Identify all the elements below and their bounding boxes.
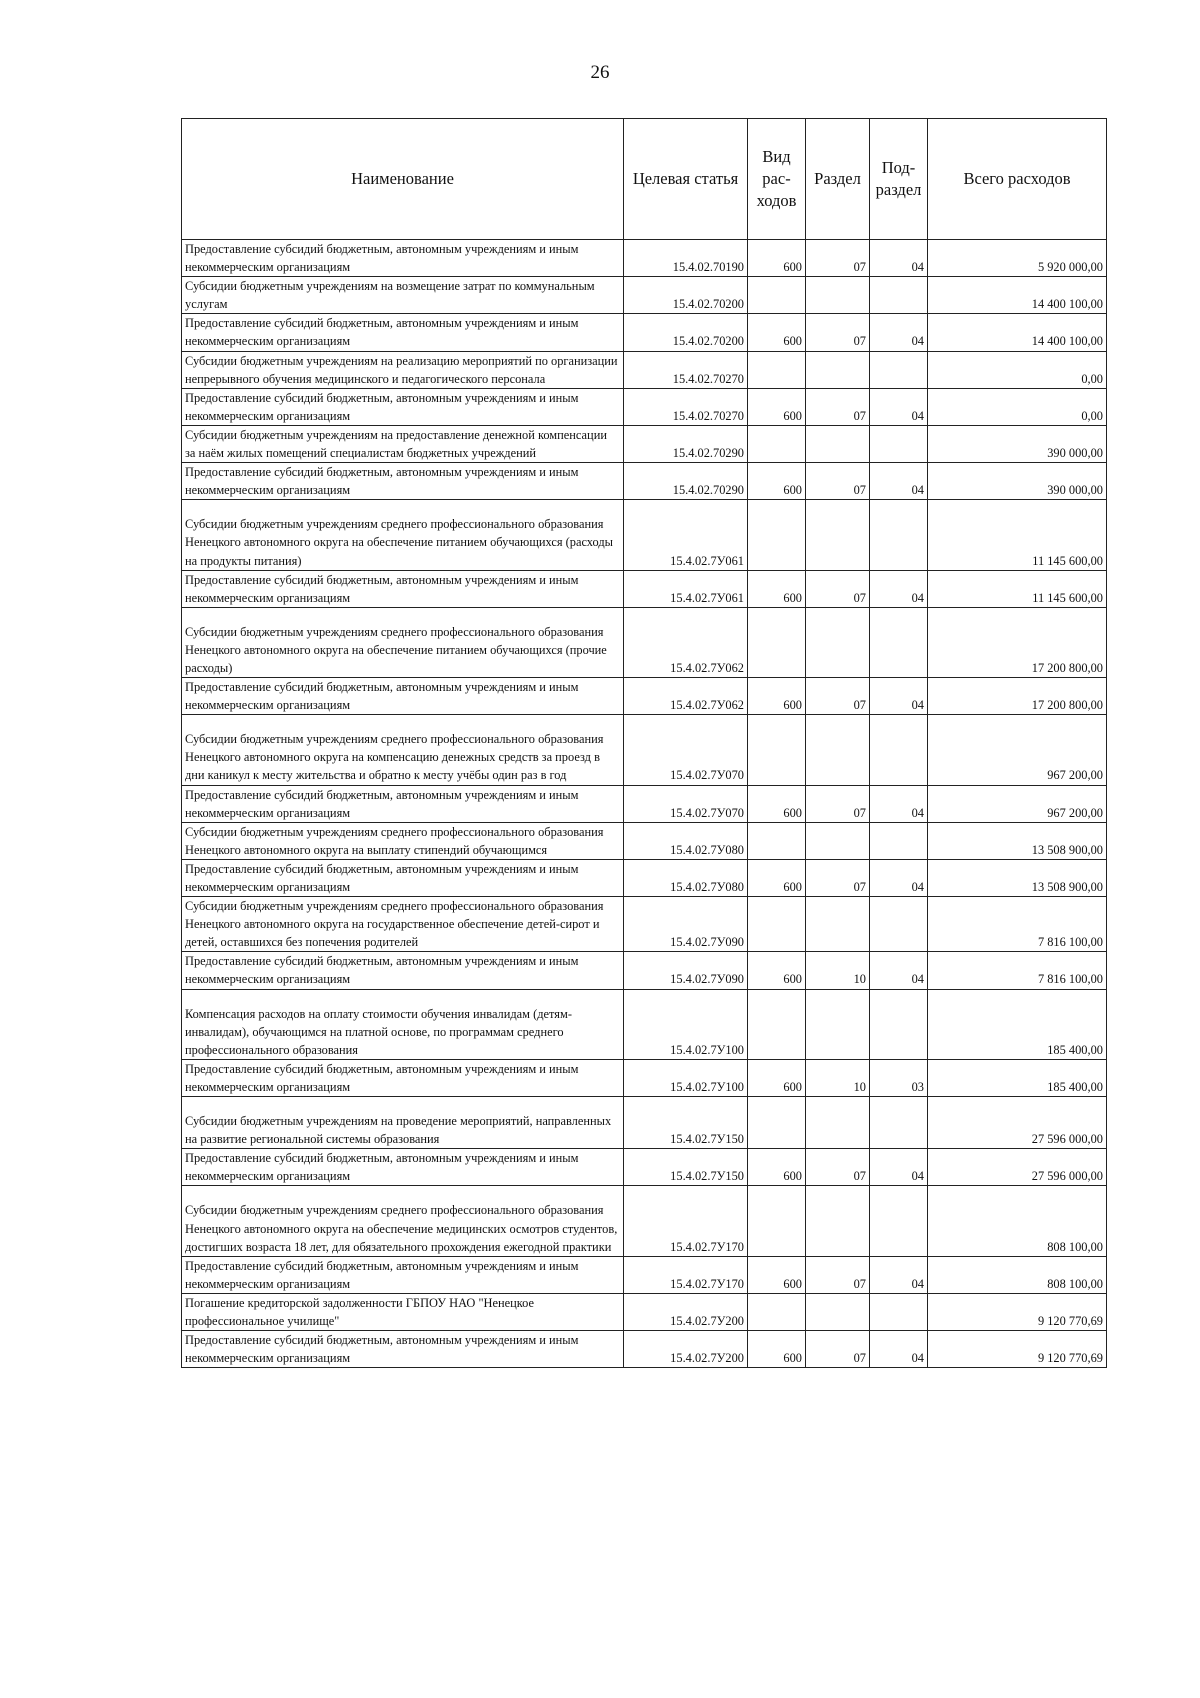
row-expense-kind (748, 277, 806, 314)
row-target-article: 15.4.02.7У150 (624, 1097, 748, 1149)
row-name: Субсидии бюджетным учреждениям среднего профессионального образования Ненецкого автономного округа на компенсацию денежных средств за проезд в дни каникул к месту жительства и обратно к месту учёбы один раз в год (182, 715, 624, 785)
row-name: Субсидии бюджетным учреждениям на предоставление денежной компенсации за наём жилых помещений специалистам бюджетных учреждений (182, 425, 624, 462)
row-name: Предоставление субсидий бюджетным, автономным учреждениям и иным некоммерческим организациям (182, 1059, 624, 1096)
row-total: 0,00 (928, 388, 1107, 425)
row-target-article: 15.4.02.70200 (624, 314, 748, 351)
row-name: Субсидии бюджетным учреждениям среднего профессионального образования Ненецкого автономного округа на выплату стипендий обучающимся (182, 822, 624, 859)
table-row (182, 1293, 1107, 1330)
table-row (182, 822, 1107, 859)
row-section: 07 (806, 463, 870, 500)
row-target-article: 15.4.02.7У080 (624, 822, 748, 859)
header-target-article: Целевая статья (624, 119, 748, 240)
row-name: Субсидии бюджетным учреждениям среднего профессионального образования Ненецкого автономного округа на обеспечение медицинских осмотров студентов, достигших возраста 18 лет, для обязательного прохождения ежегодной практики (182, 1186, 624, 1256)
row-section: 10 (806, 1059, 870, 1096)
row-section: 07 (806, 570, 870, 607)
row-expense-kind: 600 (748, 952, 806, 989)
row-expense-kind (748, 351, 806, 388)
row-subsection (870, 1293, 928, 1330)
row-name: Компенсация расходов на оплату стоимости обучения инвалидам (детям-инвалидам), обучающимся на платной основе, по программам среднего профессионального образования (182, 989, 624, 1059)
row-total: 27 596 000,00 (928, 1149, 1107, 1186)
row-subsection: 04 (870, 314, 928, 351)
row-section (806, 1293, 870, 1330)
table-row (182, 715, 1107, 785)
row-target-article: 15.4.02.7У062 (624, 607, 748, 677)
row-expense-kind: 600 (748, 388, 806, 425)
row-section: 07 (806, 785, 870, 822)
row-target-article: 15.4.02.7У170 (624, 1186, 748, 1256)
table-row (182, 240, 1107, 277)
row-section: 07 (806, 678, 870, 715)
row-section: 07 (806, 1331, 870, 1368)
row-name: Предоставление субсидий бюджетным, автономным учреждениям и иным некоммерческим организациям (182, 388, 624, 425)
table-row (182, 314, 1107, 351)
row-target-article: 15.4.02.70270 (624, 388, 748, 425)
row-section: 07 (806, 1256, 870, 1293)
row-section (806, 989, 870, 1059)
table-row (182, 989, 1107, 1059)
row-total: 5 920 000,00 (928, 240, 1107, 277)
row-subsection (870, 1097, 928, 1149)
row-expense-kind (748, 989, 806, 1059)
row-section (806, 425, 870, 462)
row-section (806, 715, 870, 785)
row-section: 07 (806, 1149, 870, 1186)
row-section: 07 (806, 314, 870, 351)
row-target-article: 15.4.02.70190 (624, 240, 748, 277)
row-section: 07 (806, 388, 870, 425)
row-name: Предоставление субсидий бюджетным, автономным учреждениям и иным некоммерческим организациям (182, 1149, 624, 1186)
row-subsection: 03 (870, 1059, 928, 1096)
row-subsection (870, 1186, 928, 1256)
row-name: Предоставление субсидий бюджетным, автономным учреждениям и иным некоммерческим организациям (182, 240, 624, 277)
row-name: Погашение кредиторской задолженности ГБПОУ НАО "Ненецкое профессиональное училище" (182, 1293, 624, 1330)
row-name: Предоставление субсидий бюджетным, автономным учреждениям и иным некоммерческим организациям (182, 1331, 624, 1368)
row-total: 11 145 600,00 (928, 500, 1107, 570)
row-name: Субсидии бюджетным учреждениям на проведение мероприятий, направленных на развитие региональной системы образования (182, 1097, 624, 1149)
row-total: 185 400,00 (928, 1059, 1107, 1096)
row-subsection: 04 (870, 1331, 928, 1368)
row-subsection (870, 822, 928, 859)
row-total: 27 596 000,00 (928, 1097, 1107, 1149)
row-name: Субсидии бюджетным учреждениям на реализацию мероприятий по организации непрерывного обучения медицинского и педагогического персонала (182, 351, 624, 388)
row-name: Субсидии бюджетным учреждениям среднего профессионального образования Ненецкого автономного округа на государственное обеспечение детей-сирот и детей, оставшихся без попечения родителей (182, 897, 624, 952)
row-subsection (870, 607, 928, 677)
row-total: 14 400 100,00 (928, 314, 1107, 351)
row-name: Предоставление субсидий бюджетным, автономным учреждениям и иным некоммерческим организациям (182, 678, 624, 715)
row-section: 07 (806, 859, 870, 896)
row-subsection: 04 (870, 1256, 928, 1293)
row-name: Предоставление субсидий бюджетным, автономным учреждениям и иным некоммерческим организациям (182, 463, 624, 500)
row-expense-kind (748, 425, 806, 462)
row-total: 9 120 770,69 (928, 1331, 1107, 1368)
row-total: 390 000,00 (928, 463, 1107, 500)
row-expense-kind: 600 (748, 859, 806, 896)
row-expense-kind: 600 (748, 1331, 806, 1368)
table-row (182, 463, 1107, 500)
header-section: Раздел (806, 119, 870, 240)
row-expense-kind (748, 822, 806, 859)
table-row (182, 785, 1107, 822)
row-subsection: 04 (870, 388, 928, 425)
row-target-article: 15.4.02.70270 (624, 351, 748, 388)
row-target-article: 15.4.02.7У100 (624, 1059, 748, 1096)
table-row (182, 1059, 1107, 1096)
row-target-article: 15.4.02.7У170 (624, 1256, 748, 1293)
table-row (182, 952, 1107, 989)
row-expense-kind (748, 897, 806, 952)
row-name: Предоставление субсидий бюджетным, автономным учреждениям и иным некоммерческим организациям (182, 785, 624, 822)
row-section (806, 607, 870, 677)
row-expense-kind (748, 1186, 806, 1256)
table-header-row (182, 119, 1107, 240)
row-target-article: 15.4.02.7У090 (624, 952, 748, 989)
header-subsection: Под-раздел (870, 119, 928, 240)
row-section: 07 (806, 240, 870, 277)
row-total: 9 120 770,69 (928, 1293, 1107, 1330)
row-expense-kind (748, 715, 806, 785)
row-total: 13 508 900,00 (928, 822, 1107, 859)
row-expense-kind: 600 (748, 314, 806, 351)
row-name: Предоставление субсидий бюджетным, автономным учреждениям и иным некоммерческим организациям (182, 1256, 624, 1293)
row-subsection: 04 (870, 785, 928, 822)
row-total: 17 200 800,00 (928, 678, 1107, 715)
row-target-article: 15.4.02.7У070 (624, 785, 748, 822)
table-body (182, 240, 1107, 1368)
row-expense-kind (748, 500, 806, 570)
row-total: 17 200 800,00 (928, 607, 1107, 677)
row-target-article: 15.4.02.70290 (624, 463, 748, 500)
row-expense-kind: 600 (748, 785, 806, 822)
table-row (182, 607, 1107, 677)
row-total: 967 200,00 (928, 715, 1107, 785)
table-row (182, 1097, 1107, 1149)
row-name: Предоставление субсидий бюджетным, автономным учреждениям и иным некоммерческим организациям (182, 314, 624, 351)
row-target-article: 15.4.02.7У150 (624, 1149, 748, 1186)
row-total: 967 200,00 (928, 785, 1107, 822)
row-subsection: 04 (870, 678, 928, 715)
row-target-article: 15.4.02.70290 (624, 425, 748, 462)
row-total: 185 400,00 (928, 989, 1107, 1059)
row-section (806, 897, 870, 952)
row-section (806, 351, 870, 388)
row-expense-kind: 600 (748, 1256, 806, 1293)
row-total: 11 145 600,00 (928, 570, 1107, 607)
row-expense-kind (748, 1293, 806, 1330)
row-expense-kind: 600 (748, 570, 806, 607)
row-subsection (870, 989, 928, 1059)
row-target-article: 15.4.02.7У070 (624, 715, 748, 785)
row-name: Предоставление субсидий бюджетным, автономным учреждениям и иным некоммерческим организациям (182, 952, 624, 989)
row-section (806, 277, 870, 314)
row-name: Субсидии бюджетным учреждениям среднего профессионального образования Ненецкого автономного округа на обеспечение питанием обучающихся (расходы на продукты питания) (182, 500, 624, 570)
row-total: 14 400 100,00 (928, 277, 1107, 314)
page-number: 26 (590, 62, 610, 83)
table-row (182, 277, 1107, 314)
row-target-article: 15.4.02.7У100 (624, 989, 748, 1059)
row-target-article: 15.4.02.7У200 (624, 1331, 748, 1368)
table-row (182, 1149, 1107, 1186)
row-target-article: 15.4.02.7У062 (624, 678, 748, 715)
table-row (182, 388, 1107, 425)
row-subsection (870, 277, 928, 314)
table-row (182, 859, 1107, 896)
header-name: Наименование (182, 119, 624, 240)
header-total: Всего расходов (928, 119, 1107, 240)
row-subsection (870, 500, 928, 570)
row-subsection (870, 715, 928, 785)
table-row (182, 678, 1107, 715)
row-expense-kind: 600 (748, 1149, 806, 1186)
row-target-article: 15.4.02.7У080 (624, 859, 748, 896)
row-subsection (870, 897, 928, 952)
row-target-article: 15.4.02.70200 (624, 277, 748, 314)
row-section (806, 822, 870, 859)
row-total: 7 816 100,00 (928, 897, 1107, 952)
row-name: Субсидии бюджетным учреждениям среднего профессионального образования Ненецкого автономного округа на обеспечение питанием обучающихся (прочие расходы) (182, 607, 624, 677)
row-subsection: 04 (870, 240, 928, 277)
row-expense-kind: 600 (748, 678, 806, 715)
table-row (182, 351, 1107, 388)
row-subsection: 04 (870, 859, 928, 896)
row-total: 390 000,00 (928, 425, 1107, 462)
row-subsection: 04 (870, 952, 928, 989)
row-section (806, 500, 870, 570)
row-total: 808 100,00 (928, 1186, 1107, 1256)
row-expense-kind: 600 (748, 463, 806, 500)
row-expense-kind (748, 1097, 806, 1149)
row-section (806, 1186, 870, 1256)
row-target-article: 15.4.02.7У061 (624, 500, 748, 570)
row-subsection (870, 351, 928, 388)
row-section: 10 (806, 952, 870, 989)
row-subsection (870, 425, 928, 462)
row-expense-kind: 600 (748, 1059, 806, 1096)
row-target-article: 15.4.02.7У090 (624, 897, 748, 952)
row-total: 808 100,00 (928, 1256, 1107, 1293)
row-target-article: 15.4.02.7У200 (624, 1293, 748, 1330)
table-row (182, 425, 1107, 462)
row-section (806, 1097, 870, 1149)
table-row (182, 1256, 1107, 1293)
header-expense-kind: Вид рас-ходов (748, 119, 806, 240)
table-row (182, 1186, 1107, 1256)
row-total: 7 816 100,00 (928, 952, 1107, 989)
table-row (182, 1331, 1107, 1368)
budget-table (181, 118, 1107, 1368)
row-subsection: 04 (870, 1149, 928, 1186)
row-subsection: 04 (870, 570, 928, 607)
row-name: Субсидии бюджетным учреждениям на возмещение затрат по коммунальным услугам (182, 277, 624, 314)
table-row (182, 500, 1107, 570)
table-row (182, 570, 1107, 607)
row-subsection: 04 (870, 463, 928, 500)
row-expense-kind (748, 607, 806, 677)
row-total: 13 508 900,00 (928, 859, 1107, 896)
row-target-article: 15.4.02.7У061 (624, 570, 748, 607)
table-row (182, 897, 1107, 952)
row-name: Предоставление субсидий бюджетным, автономным учреждениям и иным некоммерческим организациям (182, 570, 624, 607)
row-total: 0,00 (928, 351, 1107, 388)
row-expense-kind: 600 (748, 240, 806, 277)
row-name: Предоставление субсидий бюджетным, автономным учреждениям и иным некоммерческим организациям (182, 859, 624, 896)
